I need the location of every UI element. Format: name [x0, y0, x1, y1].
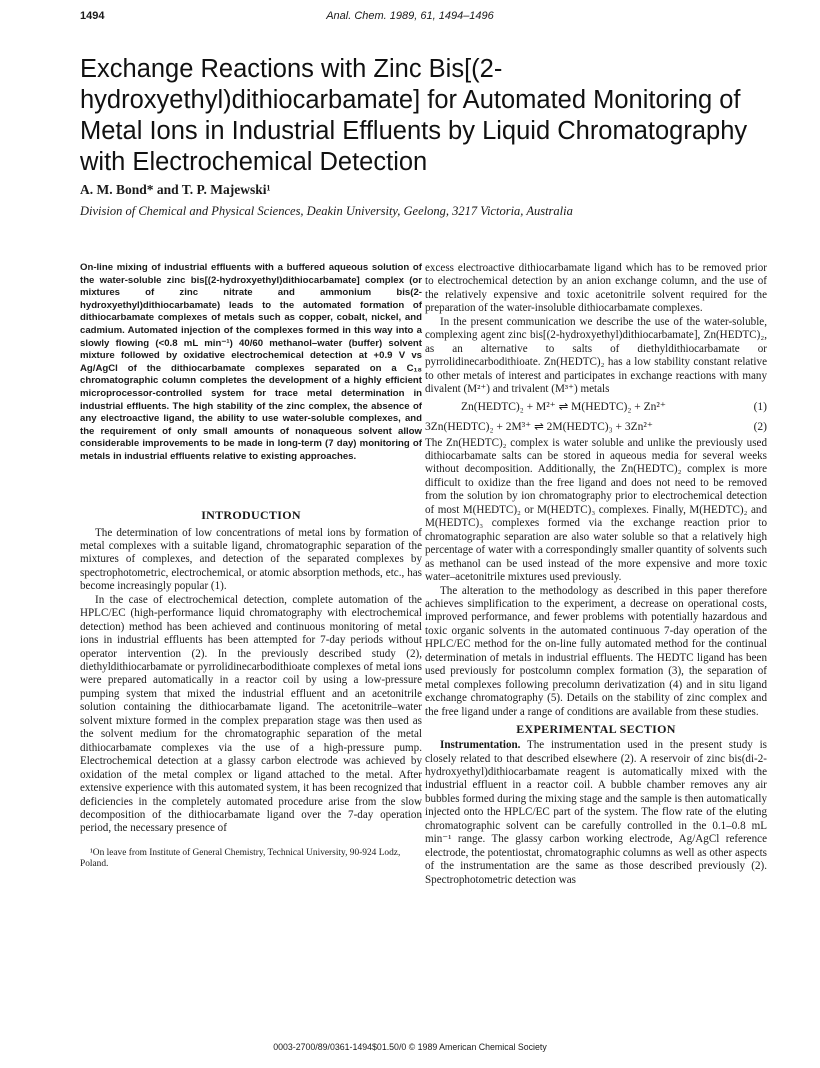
experimental-heading: EXPERIMENTAL SECTION: [516, 722, 676, 737]
right-paragraph-2: In the present communication we describe the use of the water-soluble, complexing agent zinc bis[(2-hydroxyethyl)dithiocarbamate], Zn(HEDTC)₂, as an alternative to salts of diethyldithiocarbamate or pyrrolidinecarbodithioate. Zn(HEDTC)₂ has a low stability constant relative to other metals of interest and participates in exchange reactions with many divalent (M²⁺) and trivalent (M³⁺) metals: [425, 315, 767, 396]
intro-paragraph-1: The determination of low concentrations of metal ions by formation of metal complexes with a suitable ligand, chromatographic separation of the mixtures of complexes, and detection of the separated complexes by spectrophotometric, electrochemical, or atomic absorption methods, etc., has become increasingly popular (1).: [80, 526, 422, 593]
page-footer: 0003-2700/89/0361-1494$01.50/0 © 1989 American Chemical Society: [273, 1042, 547, 1052]
equation-1-number: (1): [753, 400, 767, 413]
instrumentation-label: Instrumentation.: [440, 739, 521, 752]
equation-1-text: Zn(HEDTC)₂ + M²⁺ ⇌ M(HEDTC)₂ + Zn²⁺: [461, 400, 666, 413]
introduction-heading: INTRODUCTION: [201, 507, 301, 522]
article-title: Exchange Reactions with Zinc Bis[(2-hydroxyethyl)dithiocarbamate] for Automated Monitoring of Metal Ions in Industrial Effluents by Liquid Chromatography with Electrochemical Detection: [80, 55, 748, 176]
right-paragraph-1: excess electroactive dithiocarbamate ligand which has to be removed prior to electrochemical detection by an anion exchange column, and the use of the relatively expensive and toxic acetonitrile solvent required for the preparation of the water-insoluble dithiocarbamate complexes.: [425, 262, 767, 315]
page-number: 1494: [80, 10, 105, 22]
authors: A. M. Bond* and T. P. Majewski¹: [80, 182, 271, 197]
affiliation: Division of Chemical and Physical Sciences, Deakin University, Geelong, 3217 Victoria, Australia: [80, 204, 573, 218]
footnote: ¹On leave from Institute of General Chemistry, Technical University, 90-924 Lodz, Poland.: [80, 847, 401, 870]
instrumentation-text: The instrumentation used in the present study is closely related to that described elsewhere (2). A reservoir of zinc bis(di-2-hydroxyethyl)dithiocarbamate reagent is automatically mixed with the industrial effluent in a reactor coil. A bubble chamber removes any air bubbles formed during the mixing stage and the sample is then automatically injected onto the HPLC/EC part of the system. The flow rate of the eluting chromatographic solvent can be carefully controlled in the 0.1–0.8 mL min⁻¹ range. The glassy carbon working electrode, Ag/AgCl reference electrode, the potentiostat, chromatographic columns as well as other aspects of the instrumentation are the same as those described previously (2). Spectrophotometric detection was: [425, 739, 767, 886]
equation-2-number: (2): [753, 420, 767, 433]
left-column: [80, 262, 422, 871]
equation-2-text: 3Zn(HEDTC)₂ + 2M³⁺ ⇌ 2M(HEDTC)₃ + 3Zn²⁺: [425, 420, 653, 433]
right-paragraph-3: The Zn(HEDTC)₂ complex is water soluble and unlike the previously used dithiocarbamate salts can be stored in aqueous media for several weeks without decomposition. Additionally, the Zn(HEDTC)₂ complex is more difficult to oxidize than the free ligand and does not need to be removed from the solution by ion chromatography prior to electrochemical detection of most M(HEDTC)₂ or M(HEDTC)₃ complexes. Finally, M(HEDTC)₂ and M(HEDTC)₃ complexes formed via the exchange reaction prior to chromatographic separation are also water soluble so that a relatively high percentage of water with a correspondingly smaller quantity of solvents such as methanol can be used instead of the more expensive and more toxic water–acetonitrile mixtures used previously.: [425, 436, 767, 584]
abstract: On-line mixing of industrial effluents with a buffered aqueous solution of the water-soluble zinc bis[(2-hydroxyethyl)dithiocarbamate] complex (or mixtures of zinc nitrate and ammonium bis(2-hydroxyethyl)dithiocarbamate) leads to the automated formation of dithiocarbamate complexes of metals such as copper, cobalt, nickel, and cadmium. Automated injection of the complexes formed in this way into a slowly flowing (<0.8 mL min⁻¹) 40/60 methanol–water (buffer) solvent mixture followed by oxidative electrochemical detection at +0.9 V vs Ag/AgCl of the dithiocarbamate complexes separated on a C₁₈ chromatographic column completes the development of a highly efficient microprocessor-controlled system for trace metal determination in industrial effluents. The high stability of the zinc complex, the absence of any electroactive ligand, the ability to use water-soluble complexes, and the requirement of only small amounts of nonaqueous solvent allow considerable improvements to be made in long-term (7 day) monitoring of metals in industrial effluents relative to existing approaches.: [80, 262, 422, 462]
equation-1: [425, 397, 767, 417]
equation-2: [425, 417, 767, 437]
right-column: [425, 262, 767, 887]
instrumentation-paragraph: [425, 739, 767, 887]
journal-citation: Anal. Chem. 1989, 61, 1494–1496: [326, 10, 494, 22]
right-paragraph-4: The alteration to the methodology as described in this paper therefore achieves simplification to the experiment, a decrease on operational costs, improved performance, and fewer problems with potentially hazardous and toxic organic solvents in the automated continuous 7-day operation of the HPLC/EC method for the on-line fully automated method for the continual determination of metals in industrial effluents. The HEDTC ligand has been used previously for postcolumn complex formation (3), the separation of metal complexes following precolumn derivatization (4) and in situ ligand exchange chromatography (5). Details on the stability of zinc complex and the free ligand under a range of conditions are available from these studies.: [425, 584, 767, 718]
intro-paragraph-2: In the case of electrochemical detection, complete automation of the HPLC/EC (high-performance liquid chromatography with electrochemical detection) method has been achieved and continuous monitoring of metal ions in industrial effluents has been attempted for 7-day periods without operator intervention (2). In the previously described study (2), diethyldithiocarbamate or pyrrolidinecarbodithioate complexes of metal ions were prepared automatically in a reactor coil by using a low-pressure pumping system that mixed the industrial effluent and an acetonitrile solution containing the dithiocarbamate ligand. The acetonitrile–water solvent mixture formed in the complex preparation stage was then used as the solvent medium for the chromatographic separation of the metal dithiocarbamate complexes via the use of a high-pressure pump. Electrochemical detection at a glassy carbon electrode was achieved by oxidation of the metal complex or ligand attached to the metal. After extensive experience with this automated system, it has been recognized that deficiencies in the completely automated procedure arise from the slow decomposition of the dithiocarbamate ligand over the 7-day operation period, the necessary presence of: [80, 593, 422, 835]
